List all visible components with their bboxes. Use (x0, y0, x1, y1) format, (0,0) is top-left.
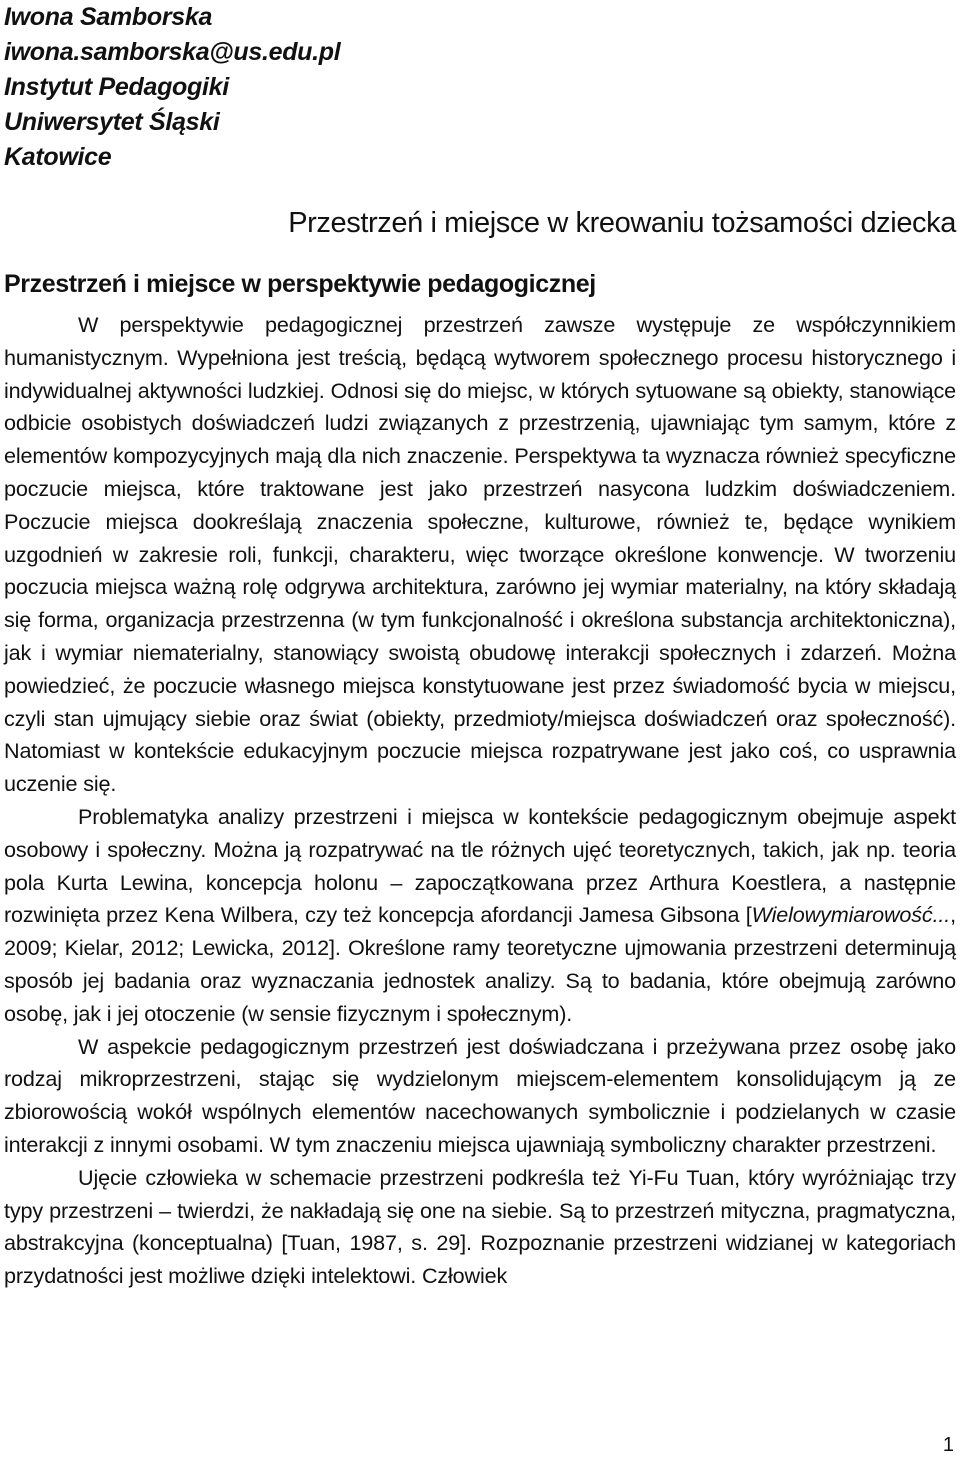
author-name: Iwona Samborska (4, 3, 213, 31)
document-page (4, 0, 956, 1293)
paragraph-text: , 2009; Kielar, 2012; Lewicka, 2012]. Określone ramy teoretyczne ujmowania przestrzeni determinują sposób jej badania oraz wyznaczania jednostek analizy. Są to badania, które obejmują zarówno osobę, jak i jej otoczenie (w sensie fizycznym i społecznym). (4, 902, 956, 1026)
paragraph: W perspektywie pedagogicznej przestrzeń zawsze występuje ze współczynnikiem humanistycznym. Wypełniona jest treścią, będącą wytworem społecznego procesu historycznego i indywidualnej aktywności ludzkiej. Odnosi się do miejsc, w których sytuowane są obiekty, stanowiące odbicie osobistych doświadczeń ludzi związanych z przestrzenią, ujawniając tym samym, które z elementów kompozycyjnych mają dla nich znaczenie. Perspektywa ta wyznacza również specyficzne poczucie miejsca, które traktowane jest jako przestrzeń nasycona ludzkim doświadczeniem. Poczucie miejsca dookreślają znaczenia społeczne, kulturowe, również te, będące wynikiem uzgodnień w zakresie roli, funkcji, charakteru, więc tworzące określone konwencje. W tworzeniu poczucia miejsca ważną rolę odgrywa architektura, zarówno jej wymiar materialny, na który składają się forma, organizacja przestrzenna (w tym funkcjonalność i określona substancja architektoniczna), jak i wymiar niematerialny, stanowiący swoistą obudowę interakcji społecznych i zdarzeń. Można powiedzieć, że poczucie własnego miejsca konstytuowane jest przez świadomość bycia w miejscu, czyli stan ujmujący siebie oraz świat (obiekty, przedmioty/miejsca doświadczeń oraz społeczność). Natomiast w kontekście edukacyjnym poczucie miejsca rozpatrywane jest jako coś, co usprawnia uczenie się. (4, 312, 956, 797)
author-institute: Instytut Pedagogiki (4, 73, 229, 101)
paragraph-text: Problematyka analizy przestrzeni i miejsca w kontekście pedagogicznym obejmuje aspekt osobowy i społeczny. Można ją rozpatrywać na tle różnych ujęć teoretycznych, takich, jak np. teoria pola Kurta Lewina, koncepcja holonu – zapoczątkowana przez Arthura Koestlera, a następnie rozwinięta przez Kena Wilbera, czy też koncepcja afordancji Jamesa Gibsona [ (4, 803, 956, 928)
citation-italic: Wielowymiarowość... (751, 902, 951, 928)
paragraph: Ujęcie człowieka w schemacie przestrzeni podkreśla też Yi-Fu Tuan, który wyróżniając trzy typy przestrzeni – twierdzi, że nakładają się one na siebie. Są to przestrzeń mityczna, pragmatyczna, abstrakcyjna (konceptualna) [Tuan, 1987, s. 29]. Rozpoznanie przestrzeni widzianej w kategoriach przydatności jest możliwe dzięki intelektowi. Człowiek (4, 1164, 956, 1289)
section-heading: Przestrzeń i miejsce w perspektywie pedagogicznej (4, 270, 596, 298)
author-university: Uniwersytet Śląski (4, 108, 220, 136)
body-text (4, 309, 956, 1293)
author-block (4, 0, 956, 175)
page-number: 1 (942, 1434, 954, 1456)
document-title: Przestrzeń i miejsce w kreowaniu tożsamości dziecka (288, 207, 956, 239)
author-email: iwona.samborska@us.edu.pl (4, 38, 341, 66)
paragraph (4, 801, 956, 1031)
paragraph: W aspekcie pedagogicznym przestrzeń jest doświadczana i przeżywana przez osobę jako rodzaj mikroprzestrzeni, stając się wydzielonym miejscem-elementem konsolidującym ją ze zbiorowością wokół wspólnych elementów nacechowanych symbolicznie i podzielanych w czasie interakcji z innymi osobami. W tym znaczeniu miejsca ujawniają symboliczny charakter przestrzeni. (4, 1033, 956, 1157)
author-city: Katowice (4, 143, 112, 171)
